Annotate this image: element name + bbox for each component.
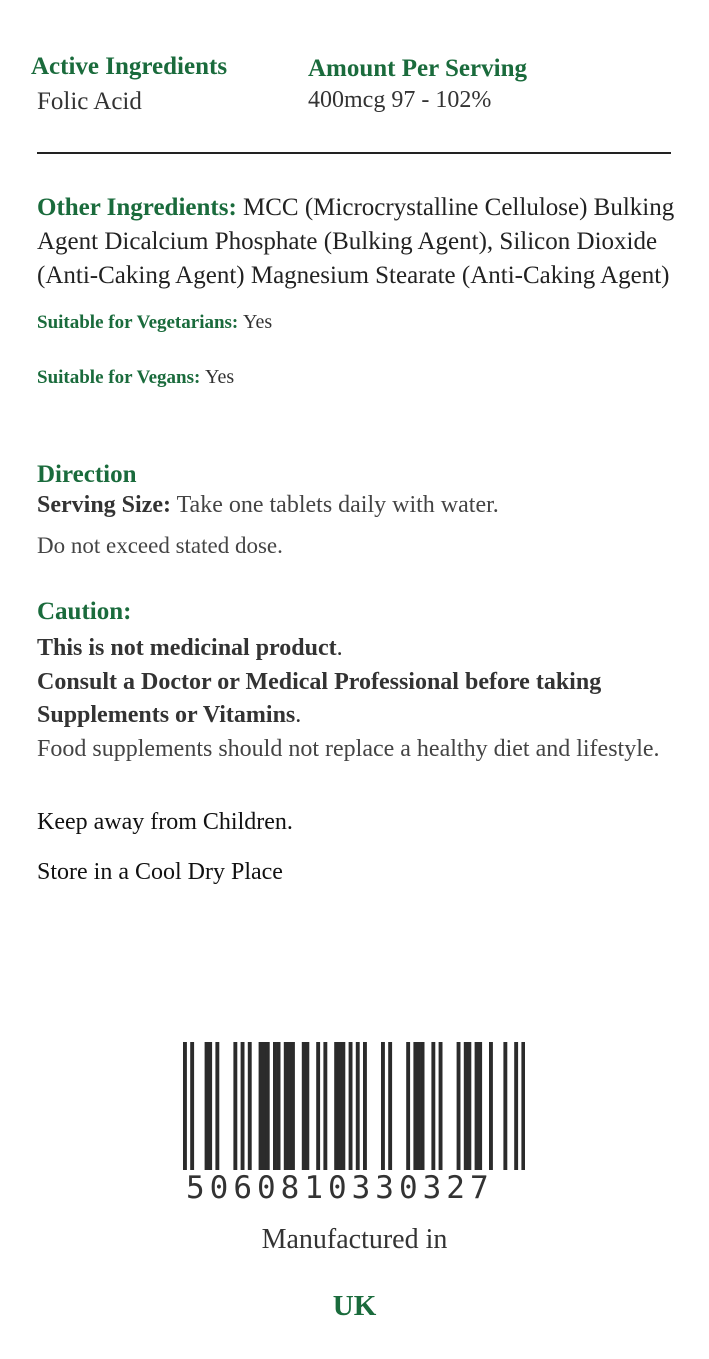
keep-away-text: Keep away from Children. (37, 809, 293, 835)
barcode-bar (356, 1042, 360, 1170)
barcode-number: 5060810330327 (186, 1170, 494, 1206)
caution-line-1-bold: This is not medicinal product (37, 635, 337, 661)
barcode-bar (302, 1042, 306, 1170)
barcode-bar (262, 1042, 266, 1170)
barcode-bar (467, 1042, 471, 1170)
other-ingredients-label: Other Ingredients: (37, 194, 237, 221)
barcode-bar (287, 1042, 291, 1170)
barcode-bar (521, 1042, 525, 1170)
barcode-bar (417, 1042, 421, 1170)
manufactured-in-label: Manufactured in (261, 1224, 448, 1255)
barcode-bar (431, 1042, 435, 1170)
barcode-bar (341, 1042, 345, 1170)
barcode-bar (421, 1042, 425, 1170)
barcode-bar (334, 1042, 338, 1170)
barcode-image (183, 1042, 525, 1170)
barcode-bar (349, 1042, 353, 1170)
suitable-vegetarians-label: Suitable for Vegetarians: (37, 312, 239, 333)
active-ingredients-heading: Active Ingredients (31, 53, 228, 80)
serving-size-label: Serving Size: (37, 492, 171, 518)
barcode-bar (215, 1042, 219, 1170)
ingredient-name: Folic Acid (37, 88, 142, 115)
barcode-bar (478, 1042, 482, 1170)
other-ingredients (37, 191, 687, 293)
manufactured-country: UK (332, 1290, 377, 1322)
barcode-bar (316, 1042, 320, 1170)
barcode-bar (464, 1042, 468, 1170)
store-text: Store in a Cool Dry Place (37, 859, 283, 885)
barcode-bar (205, 1042, 209, 1170)
barcode-bar (305, 1042, 309, 1170)
barcode-bar (323, 1042, 327, 1170)
barcode-bar (489, 1042, 493, 1170)
serving-size (37, 492, 499, 519)
caution-line-4: Food supplements should not replace a healthy diet and lifestyle. (37, 736, 660, 762)
dose-warning: Do not exceed stated dose. (37, 533, 283, 558)
barcode-bar (259, 1042, 263, 1170)
serving-size-text: Take one tablets daily with water. (176, 492, 499, 518)
barcode-bar (248, 1042, 252, 1170)
barcode-bar (475, 1042, 479, 1170)
caution-line-3 (37, 702, 301, 729)
caution-line-2 (37, 669, 601, 696)
barcode-bar (439, 1042, 443, 1170)
barcode-bar (338, 1042, 342, 1170)
barcode-bar (266, 1042, 270, 1170)
amount-per-serving-heading: Amount Per Serving (308, 55, 527, 82)
caution-heading: Caution: (37, 598, 132, 625)
caution-line-2-bold: Consult a Doctor or Medical Professional before taking (37, 669, 602, 695)
divider-line (37, 152, 671, 154)
barcode-bar (406, 1042, 410, 1170)
barcode-bar (514, 1042, 518, 1170)
barcode-bar (381, 1042, 385, 1170)
barcode-bar (273, 1042, 277, 1170)
caution-line-1-suffix: . (336, 635, 343, 661)
caution-line-1 (37, 635, 343, 662)
suitable-vegetarians (37, 311, 272, 334)
caution-line-3-bold: Supplements or Vitamins (37, 702, 296, 728)
barcode-bar (388, 1042, 392, 1170)
suitable-vegans-label: Suitable for Vegans: (37, 367, 201, 388)
barcode-bar (277, 1042, 281, 1170)
barcode-bar (291, 1042, 295, 1170)
suitable-vegans (37, 366, 234, 389)
barcode-bar (457, 1042, 461, 1170)
caution-line-3-suffix: . (295, 702, 302, 728)
direction-heading: Direction (37, 461, 137, 488)
barcode-bar (208, 1042, 212, 1170)
other-ingredients-text: MCC (Microcrystalline Cellulose) Bulking Agent Dicalcium Phosphate (Bulking Agent), Silicon Dioxide (Anti-Caking Agent) Magnesium Stearate (Anti-Caking Agent) (37, 194, 675, 289)
ingredient-amount: 400mcg 97 - 102% (308, 87, 492, 113)
barcode-bar (413, 1042, 417, 1170)
barcode-bar (233, 1042, 237, 1170)
barcode-bar (363, 1042, 367, 1170)
barcode-bar (190, 1042, 194, 1170)
barcode-bar (503, 1042, 507, 1170)
suitable-vegans-value: Yes (205, 366, 235, 388)
suitable-vegetarians-value: Yes (243, 311, 273, 333)
barcode-bar (241, 1042, 245, 1170)
barcode-bar (183, 1042, 187, 1170)
barcode-bar (284, 1042, 288, 1170)
